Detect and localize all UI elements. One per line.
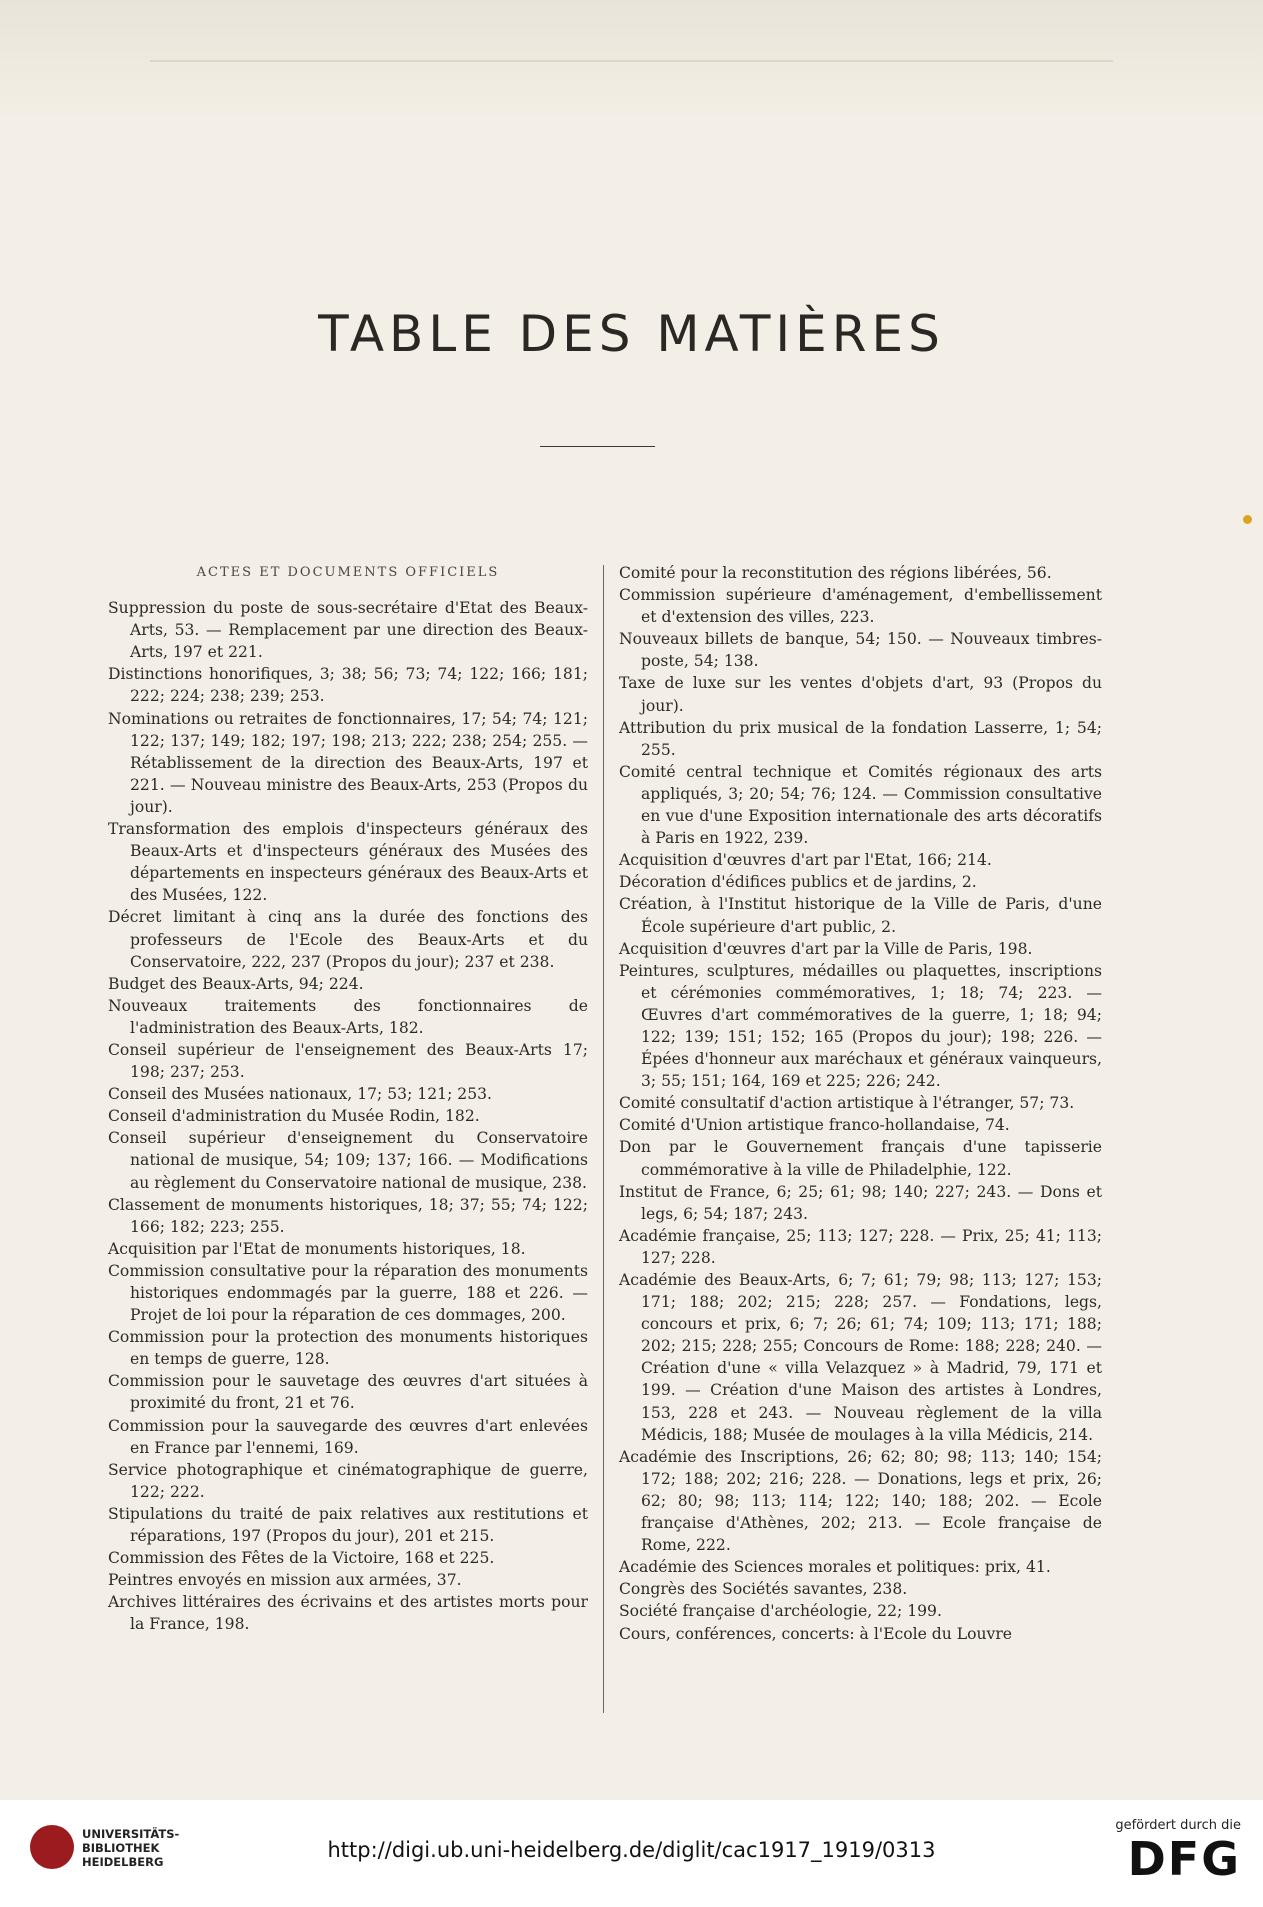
left-column (108, 562, 588, 1636)
index-entry: Société française d'archéologie, 22; 199. (619, 1602, 942, 1621)
index-entry: Transformation des emplois d'inspecteurs généraux des Beaux-Arts et d'inspecteurs généraux des Musées des départements en inspecteurs généraux des Beaux-Arts et des Musées, 122. (108, 820, 588, 905)
index-entry: Nouveaux traitements des fonctionnaires de l'administration des Beaux-Arts, 182. (108, 996, 588, 1037)
show-through-area (0, 0, 1263, 120)
index-entry: Classement de monuments historiques, 18; 37; 55; 74; 122; 166; 182; 223; 255. (108, 1195, 588, 1236)
index-entry: Congrès des Sociétés savantes, 238. (619, 1580, 908, 1599)
index-entry: Distinctions honorifiques, 3; 38; 56; 73; 74; 122; 166; 181; 222; 224; 238; 239; 253. (108, 665, 588, 706)
title-rule (540, 446, 655, 447)
right-column (619, 562, 1102, 1645)
library-name-line: BIBLIOTHEK (82, 1841, 160, 1855)
index-entry: Cours, conférences, concerts: à l'Ecole du Louvre (619, 1624, 1013, 1643)
section-heading: ACTES ET DOCUMENTS OFFICIELS (196, 565, 500, 580)
index-entry: Institut de France, 6; 25; 61; 98; 140; 227; 243. — Dons et legs, 6; 54; 187; 243. (619, 1182, 1102, 1223)
page-title: TABLE DES MATIÈRES (318, 305, 945, 363)
index-entry: Conseil supérieur de l'enseignement des Beaux-Arts 17; 198; 237; 253. (108, 1040, 588, 1082)
index-entry: Commission supérieure d'aménagement, d'embellissement et d'extension des villes, 223. (619, 586, 1102, 627)
index-entry: Peintres envoyés en mission aux armées, 37. (108, 1571, 462, 1590)
index-entry: Décret limitant à cinq ans la durée des fonctions des professeurs de l'Ecole des Beaux-Arts et du Conservatoire, 222, 237 (Propos du jour); 237 et 238. (108, 908, 588, 971)
index-entry: Stipulations du traité de paix relatives aux restitutions et réparations, 197 (Propos du jour), 201 et 215. (108, 1504, 588, 1546)
library-name-line: UNIVERSITÄTS- (82, 1827, 180, 1841)
index-entry: Académie française, 25; 113; 127; 228. — Prix, 25; 41; 113; 127; 228. (619, 1226, 1102, 1267)
index-entry: Comité d'Union artistique franco-hollandaise, 74. (619, 1116, 1010, 1135)
index-entry: Commission pour la sauvegarde des œuvres d'art enlevées en France par l'ennemi, 169. (108, 1416, 588, 1457)
index-entry: Nouveaux billets de banque, 54; 150. — Nouveaux timbres-poste, 54; 138. (619, 630, 1102, 671)
column-divider (603, 565, 604, 1713)
index-entry: Nominations ou retraites de fonctionnaires, 17; 54; 74; 121; 122; 137; 149; 182; 197; 198; 213; 222; 238; 254; 255. — Rétablissement de la direction des Beaux-Arts, 197 et 221. — Nouveau ministre des Beaux-Arts, 253 (Propos du jour). (108, 709, 588, 816)
index-entry: Commission consultative pour la réparation des monuments historiques endommagés par la guerre, 188 et 226. — Projet de loi pour la réparation de ces dommages, 200. (108, 1261, 588, 1325)
index-entry: Académie des Inscriptions, 26; 62; 80; 98; 113; 140; 154; 172; 188; 202; 216; 228. — Donations, legs et prix, 26; 62; 80; 98; 113; 114; 122; 140; 188; 202. — Ecole française d'Athènes, 202; 213. — Ecole française de Rome, 222. (619, 1447, 1102, 1555)
permalink-url[interactable]: http://digi.ub.uni-heidelberg.de/diglit/cac1917_1919/0313 (327, 1838, 936, 1862)
index-entry: Académie des Beaux-Arts, 6; 7; 61; 79; 98; 113; 127; 153; 171; 188; 202; 215; 228; 257. — Fondations, legs, concours et prix, 6; 7; 26; 61; 74; 109; 113; 171; 188; 202; 215; 228; 255; Concours de Rome: 188; 228; 240. — Création d'une « villa Velazquez » à Madrid, 79, 171 et 199. — Création d'une Maison des artistes à Londres, 153, 228 et 243. — Nouveau règlement de la villa Médicis, 188; Musée de moulages à la villa Médicis, 214. (619, 1271, 1102, 1444)
funding-logo[interactable] (1101, 1818, 1241, 1885)
index-entry: Taxe de luxe sur les ventes d'objets d'art, 93 (Propos du jour). (619, 674, 1102, 715)
index-entry: Comité consultatif d'action artistique à l'étranger, 57; 73. (619, 1094, 1075, 1113)
index-entry: Archives littéraires des écrivains et des artistes morts pour la France, 198. (108, 1593, 588, 1634)
library-name-line: HEIDELBERG (82, 1855, 164, 1869)
index-entry: Comité pour la reconstitution des régions libérées, 56. (619, 564, 1052, 582)
index-entry: Acquisition d'œuvres d'art par l'Etat, 166; 214. (619, 851, 992, 870)
index-entry: Commission des Fêtes de la Victoire, 168 et 225. (108, 1549, 495, 1568)
index-entry: Académie des Sciences morales et politiques: prix, 41. (619, 1558, 1051, 1577)
index-entry: Conseil supérieur d'enseignement du Conservatoire national de musique, 54; 109; 137; 166. — Modifications au règlement du Conservatoire national de musique, 238. (108, 1129, 588, 1192)
index-entry: Acquisition d'œuvres d'art par la Ville de Paris, 198. (619, 939, 1033, 958)
index-entry: Conseil des Musées nationaux, 17; 53; 121; 253. (108, 1085, 492, 1104)
show-through-line (150, 60, 1113, 62)
index-entry: Commission pour la protection des monuments historiques en temps de guerre, 128. (108, 1328, 588, 1369)
funding-caption: gefördert durch die (1115, 1818, 1241, 1833)
color-marker-dot (1243, 515, 1252, 524)
index-entry: Création, à l'Institut historique de la Ville de Paris, d'une École supérieure d'art public, 2. (619, 895, 1102, 936)
index-entry: Attribution du prix musical de la fondation Lasserre, 1; 54; 255. (619, 718, 1102, 759)
index-entry: Comité central technique et Comités régionaux des arts appliqués, 3; 20; 54; 76; 124. — Commission consultative en vue d'une Exposition internationale des arts décoratifs à Paris en 1922, 239. (619, 762, 1102, 848)
index-entry: Commission pour le sauvetage des œuvres d'art situées à proximité du front, 21 et 76. (108, 1372, 588, 1413)
index-entry: Suppression du poste de sous-secrétaire d'Etat des Beaux-Arts, 53. — Remplacement par une direction des Beaux-Arts, 197 et 221. (108, 599, 588, 662)
index-entry: Conseil d'administration du Musée Rodin, 182. (108, 1107, 480, 1126)
dfg-logo-icon: DFG (1127, 1832, 1241, 1886)
index-entry: Décoration d'édifices publics et de jardins, 2. (619, 873, 977, 892)
index-entry: Budget des Beaux-Arts, 94; 224. (108, 974, 364, 993)
index-entry: Acquisition par l'Etat de monuments historiques, 18. (108, 1239, 526, 1258)
index-entry: Service photographique et cinématographique de guerre, 122; 222. (108, 1460, 588, 1501)
index-entry: Don par le Gouvernement français d'une tapisserie commémorative à la ville de Philadelphie, 122. (619, 1138, 1102, 1179)
index-entry: Peintures, sculptures, médailles ou plaquettes, inscriptions et cérémonies commémoratives, 1; 18; 74; 223. — Œuvres d'art commémoratives de la guerre, 1; 18; 94; 122; 139; 151; 152; 165 (Propos du jour); 198; 226. — Épées d'honneur aux maréchaux et généraux vainqueurs, 3; 55; 151; 164, 169 et 225; 226; 242. (619, 961, 1102, 1091)
